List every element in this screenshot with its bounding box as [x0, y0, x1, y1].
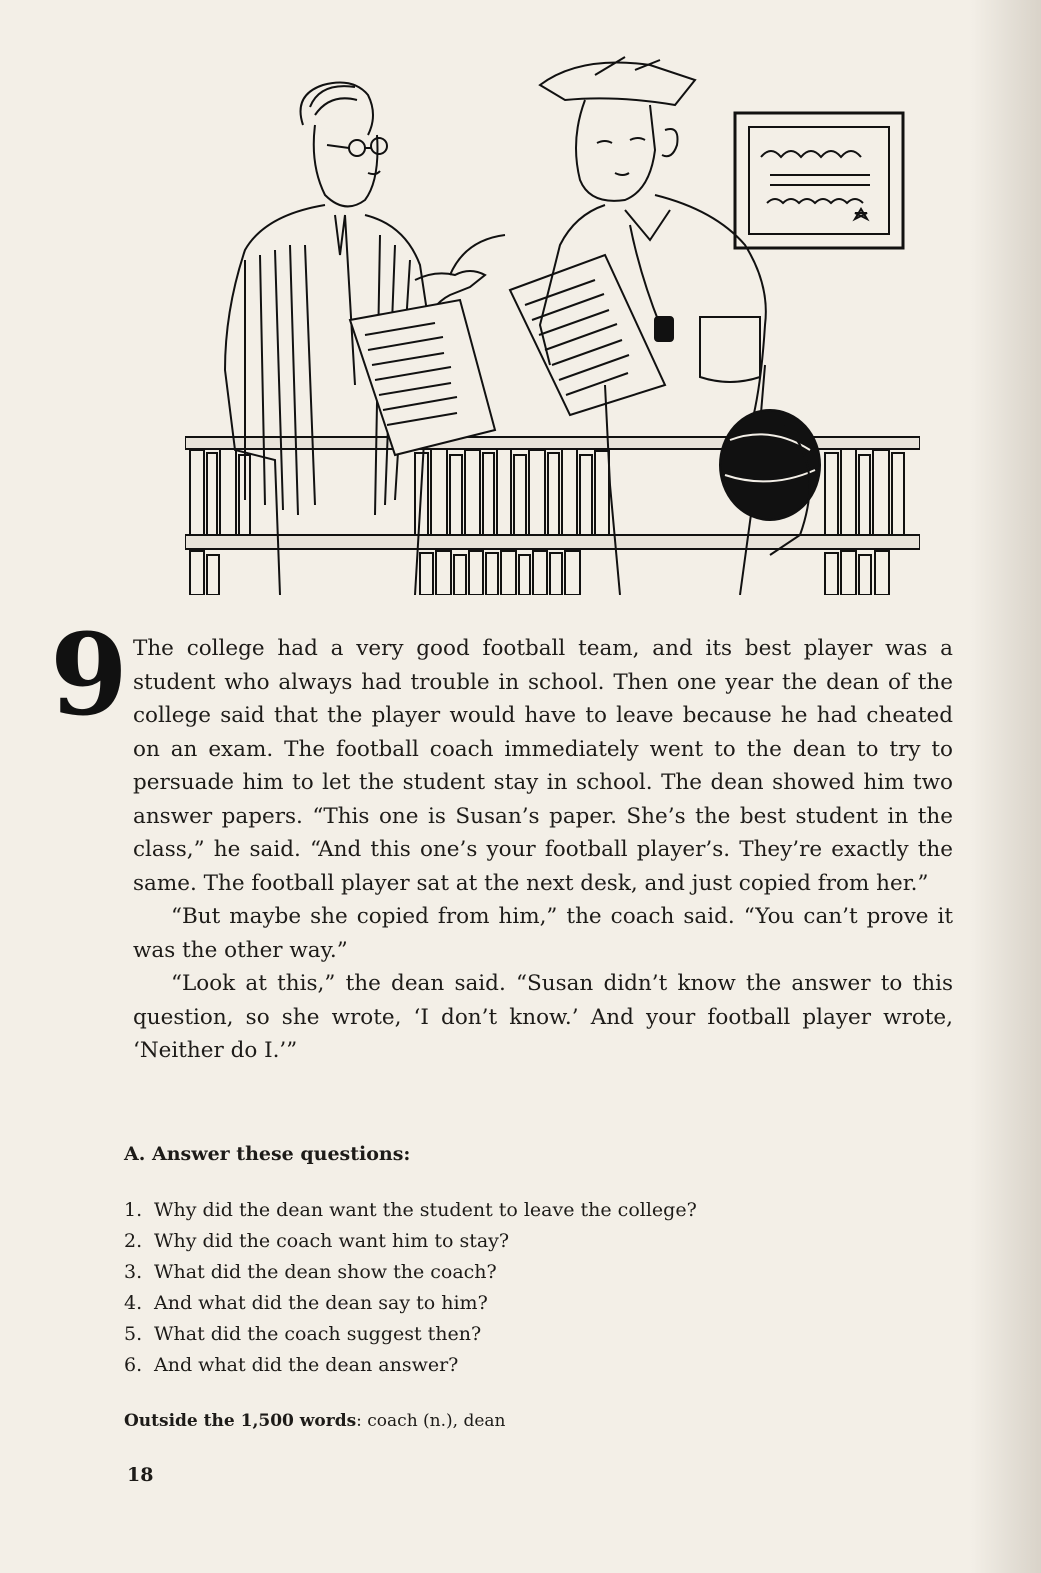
question-item — [124, 1319, 697, 1350]
framed-certificate — [735, 113, 903, 248]
question-text: Why did the dean want the student to leave the college? — [154, 1199, 697, 1221]
question-item — [124, 1257, 697, 1288]
question-text: And what did the dean answer? — [154, 1354, 459, 1376]
footnote-label: Outside the 1,500 words — [124, 1411, 357, 1431]
page-number: 18 — [127, 1464, 154, 1486]
question-text: And what did the dean say to him? — [154, 1292, 488, 1314]
answer-paper-coach — [510, 255, 665, 415]
story-paragraph-3: “Look at this,” the dean said. “Susan didn’t know the answer to this question, so she wrote, ‘I don’t know.’ And your football player wrote, ‘Neither do I.’” — [133, 971, 953, 1063]
books-bottom-shelf — [190, 551, 889, 595]
question-number: 5. — [124, 1323, 143, 1345]
question-number: 2. — [124, 1230, 143, 1252]
page-edge-shadow — [971, 0, 1041, 1573]
footnote-text: : coach (n.), dean — [356, 1411, 506, 1431]
question-list — [124, 1195, 697, 1381]
chapter-number: 9 — [50, 610, 128, 741]
question-number: 4. — [124, 1292, 143, 1314]
story-paragraph-2: “But maybe she copied from him,” the coach said. “You can’t prove it was the other way.” — [133, 904, 953, 963]
question-item — [124, 1226, 697, 1257]
question-number: 6. — [124, 1354, 143, 1376]
question-text: What did the coach suggest then? — [154, 1323, 482, 1345]
answer-paper-dean — [350, 300, 495, 455]
story-text — [133, 632, 953, 1068]
vocabulary-footnote — [124, 1411, 506, 1431]
story-paragraph-1: The college had a very good football team, and its best player was a student who always had trouble in school. Then one year the dean of the college said that the player would have to leave because he had cheated on an exam. The football coach immediately went to the dean to try to persuade him to let the student stay in school. The dean showed him two answer papers. “This one is Susan’s paper. She’s the best student in the class,” he said. “And this one’s your football player’s. They’re exactly the same. The football player sat at the next desk, and just copied from her.” — [133, 636, 953, 896]
question-number: 1. — [124, 1199, 143, 1221]
illustration-dean-and-coach — [185, 45, 920, 595]
exercise-heading: A. Answer these questions: — [124, 1143, 411, 1165]
question-item — [124, 1288, 697, 1319]
question-text: Why did the coach want him to stay? — [154, 1230, 510, 1252]
question-item — [124, 1350, 697, 1381]
question-number: 3. — [124, 1261, 143, 1283]
question-text: What did the dean show the coach? — [154, 1261, 497, 1283]
question-item — [124, 1195, 697, 1226]
